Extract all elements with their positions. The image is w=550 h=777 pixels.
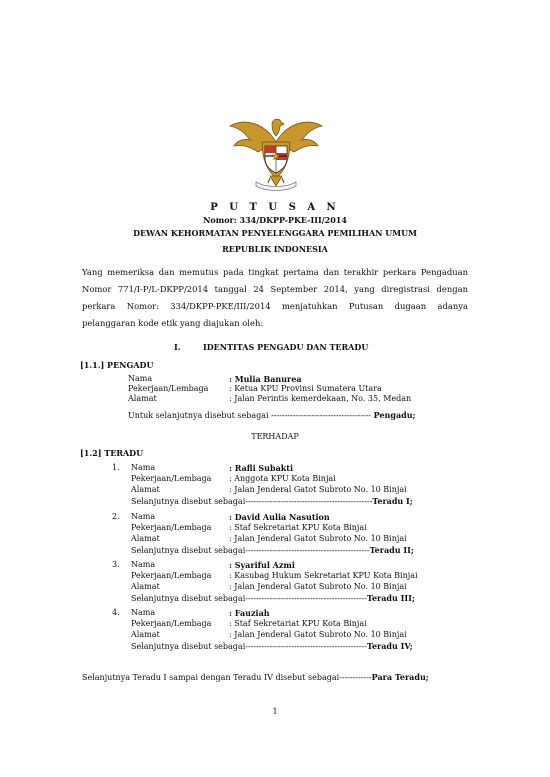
teradu-nama-value: : Syariful Azmi — [229, 560, 295, 570]
intro-line: pelanggaran kode etik yang diajukan oleh: — [82, 318, 264, 328]
document-title: P U T U S A N — [210, 202, 340, 213]
teradu-alamat-label: Alamat — [131, 485, 160, 494]
teradu-selanjutnya — [131, 545, 414, 555]
teradu-nama-label: Nama — [131, 608, 156, 617]
teradu-pekerjaan-label: Pekerjaan/Lembaga — [131, 474, 212, 483]
institution-name: DEWAN KEHORMATAN PENYELENGGARA PEMILIHAN UMUM — [133, 228, 417, 238]
teradu-number: 3. — [112, 560, 120, 569]
teradu-alamat-value: : Jalan Jenderal Gatot Subroto No. 10 Binjai — [229, 630, 407, 639]
pengadu-pekerjaan-value: : Ketua KPU Provinsi Sumatera Utara — [229, 384, 382, 393]
teradu-pekerjaan-value: : Staf Sekretariat KPU Kota Binjai — [229, 619, 367, 628]
pengadu-nama-value: : Mulia Banurea — [229, 374, 302, 384]
pengadu-pekerjaan-label: Pekerjaan/Lembaga — [128, 384, 209, 393]
teradu-number: 1. — [112, 463, 120, 472]
selanjutnya-text: Untuk selanjutnya disebut sebagai ------------------------------------- — [128, 411, 374, 420]
selanjutnya-text: Selanjutnya disebut sebagai--------------------------------------------- — [131, 642, 367, 651]
role-label: Pengadu; — [373, 410, 416, 420]
role-label: Para Teradu; — [371, 672, 429, 682]
pengadu-heading: [1.1.] PENGADU — [80, 360, 154, 370]
teradu-alamat-value: : Jalan Jenderal Gatot Subroto No. 10 Binjai — [229, 582, 407, 591]
garuda-emblem-icon — [226, 112, 326, 194]
teradu-pekerjaan-label: Pekerjaan/Lembaga — [131, 523, 212, 532]
teradu-alamat-label: Alamat — [131, 534, 160, 543]
selanjutnya-text: Selanjutnya disebut sebagai---------------------------------------------- — [131, 546, 370, 555]
teradu-nama-label: Nama — [131, 560, 156, 569]
section-number: I. — [174, 342, 181, 352]
pengadu-nama-label: Nama — [128, 374, 153, 383]
role-label: Teradu III; — [366, 593, 415, 603]
pengadu-selanjutnya — [128, 410, 416, 420]
teradu-nama-value: : Rafli Subakti — [229, 463, 294, 473]
section-title: IDENTITAS PENGADU DAN TERADU — [203, 342, 369, 352]
role-label: Teradu IV; — [366, 641, 413, 651]
teradu-nama-label: Nama — [131, 463, 156, 472]
selanjutnya-text: Selanjutnya disebut sebagai----------------------------------------------- — [131, 497, 373, 506]
teradu-selanjutnya — [131, 641, 413, 651]
pengadu-alamat-label: Alamat — [128, 394, 157, 403]
teradu-alamat-value: : Jalan Jenderal Gatot Subroto No. 10 Binjai — [229, 534, 407, 543]
teradu-selanjutnya — [131, 593, 415, 603]
role-label: Teradu II; — [369, 545, 414, 555]
role-label: Teradu I; — [372, 496, 413, 506]
page-number: 1 — [272, 707, 278, 716]
teradu-pekerjaan-label: Pekerjaan/Lembaga — [131, 571, 212, 580]
teradu-nama-value: : Fauziah — [229, 608, 270, 618]
teradu-alamat-label: Alamat — [131, 630, 160, 639]
intro-line: Nomor 771/I-P/L-DKPP/2014 tanggal 24 September 2014, yang diregistrasi dengan — [82, 284, 468, 294]
intro-line: Yang memeriksa dan memutus pada tingkat pertama dan terakhir perkara Pengaduan — [82, 267, 468, 277]
teradu-pekerjaan-value: : Kasubag Hukum Sekretariat KPU Kota Binjai — [229, 571, 418, 580]
teradu-pekerjaan-value: : Staf Sekretariat KPU Kota Binjai — [229, 523, 367, 532]
selanjutnya-text: Selanjutnya disebut sebagai--------------------------------------------- — [131, 594, 367, 603]
terhadap-heading: TERHADAP — [251, 432, 299, 441]
teradu-number: 4. — [112, 608, 120, 617]
teradu-pekerjaan-value: : Anggota KPU Kota Binjai — [229, 474, 336, 483]
teradu-nama-label: Nama — [131, 512, 156, 521]
para-teradu-text: Selanjutnya Teradu I sampai dengan Teradu IV disebut sebagai------------ — [82, 673, 372, 682]
para-teradu-line — [82, 672, 429, 682]
pengadu-alamat-value: : Jalan Perintis kemerdekaan, No. 35, Medan — [229, 394, 412, 403]
teradu-nama-value: : David Aulia Nasution — [229, 512, 330, 522]
intro-paragraph — [82, 264, 468, 332]
teradu-pekerjaan-label: Pekerjaan/Lembaga — [131, 619, 212, 628]
teradu-heading: [1.2] TERADU — [80, 448, 144, 458]
teradu-selanjutnya — [131, 496, 413, 506]
country-name: REPUBLIK INDONESIA — [222, 244, 328, 254]
teradu-alamat-value: : Jalan Jenderal Gatot Subroto No. 10 Binjai — [229, 485, 407, 494]
document-number: Nomor: 334/DKPP-PKE-III/2014 — [203, 215, 347, 225]
teradu-number: 2. — [112, 512, 120, 521]
intro-line: perkara Nomor: 334/DKPP-PKE/III/2014 menjatuhkan Putusan dugaan adanya — [82, 301, 468, 311]
teradu-alamat-label: Alamat — [131, 582, 160, 591]
